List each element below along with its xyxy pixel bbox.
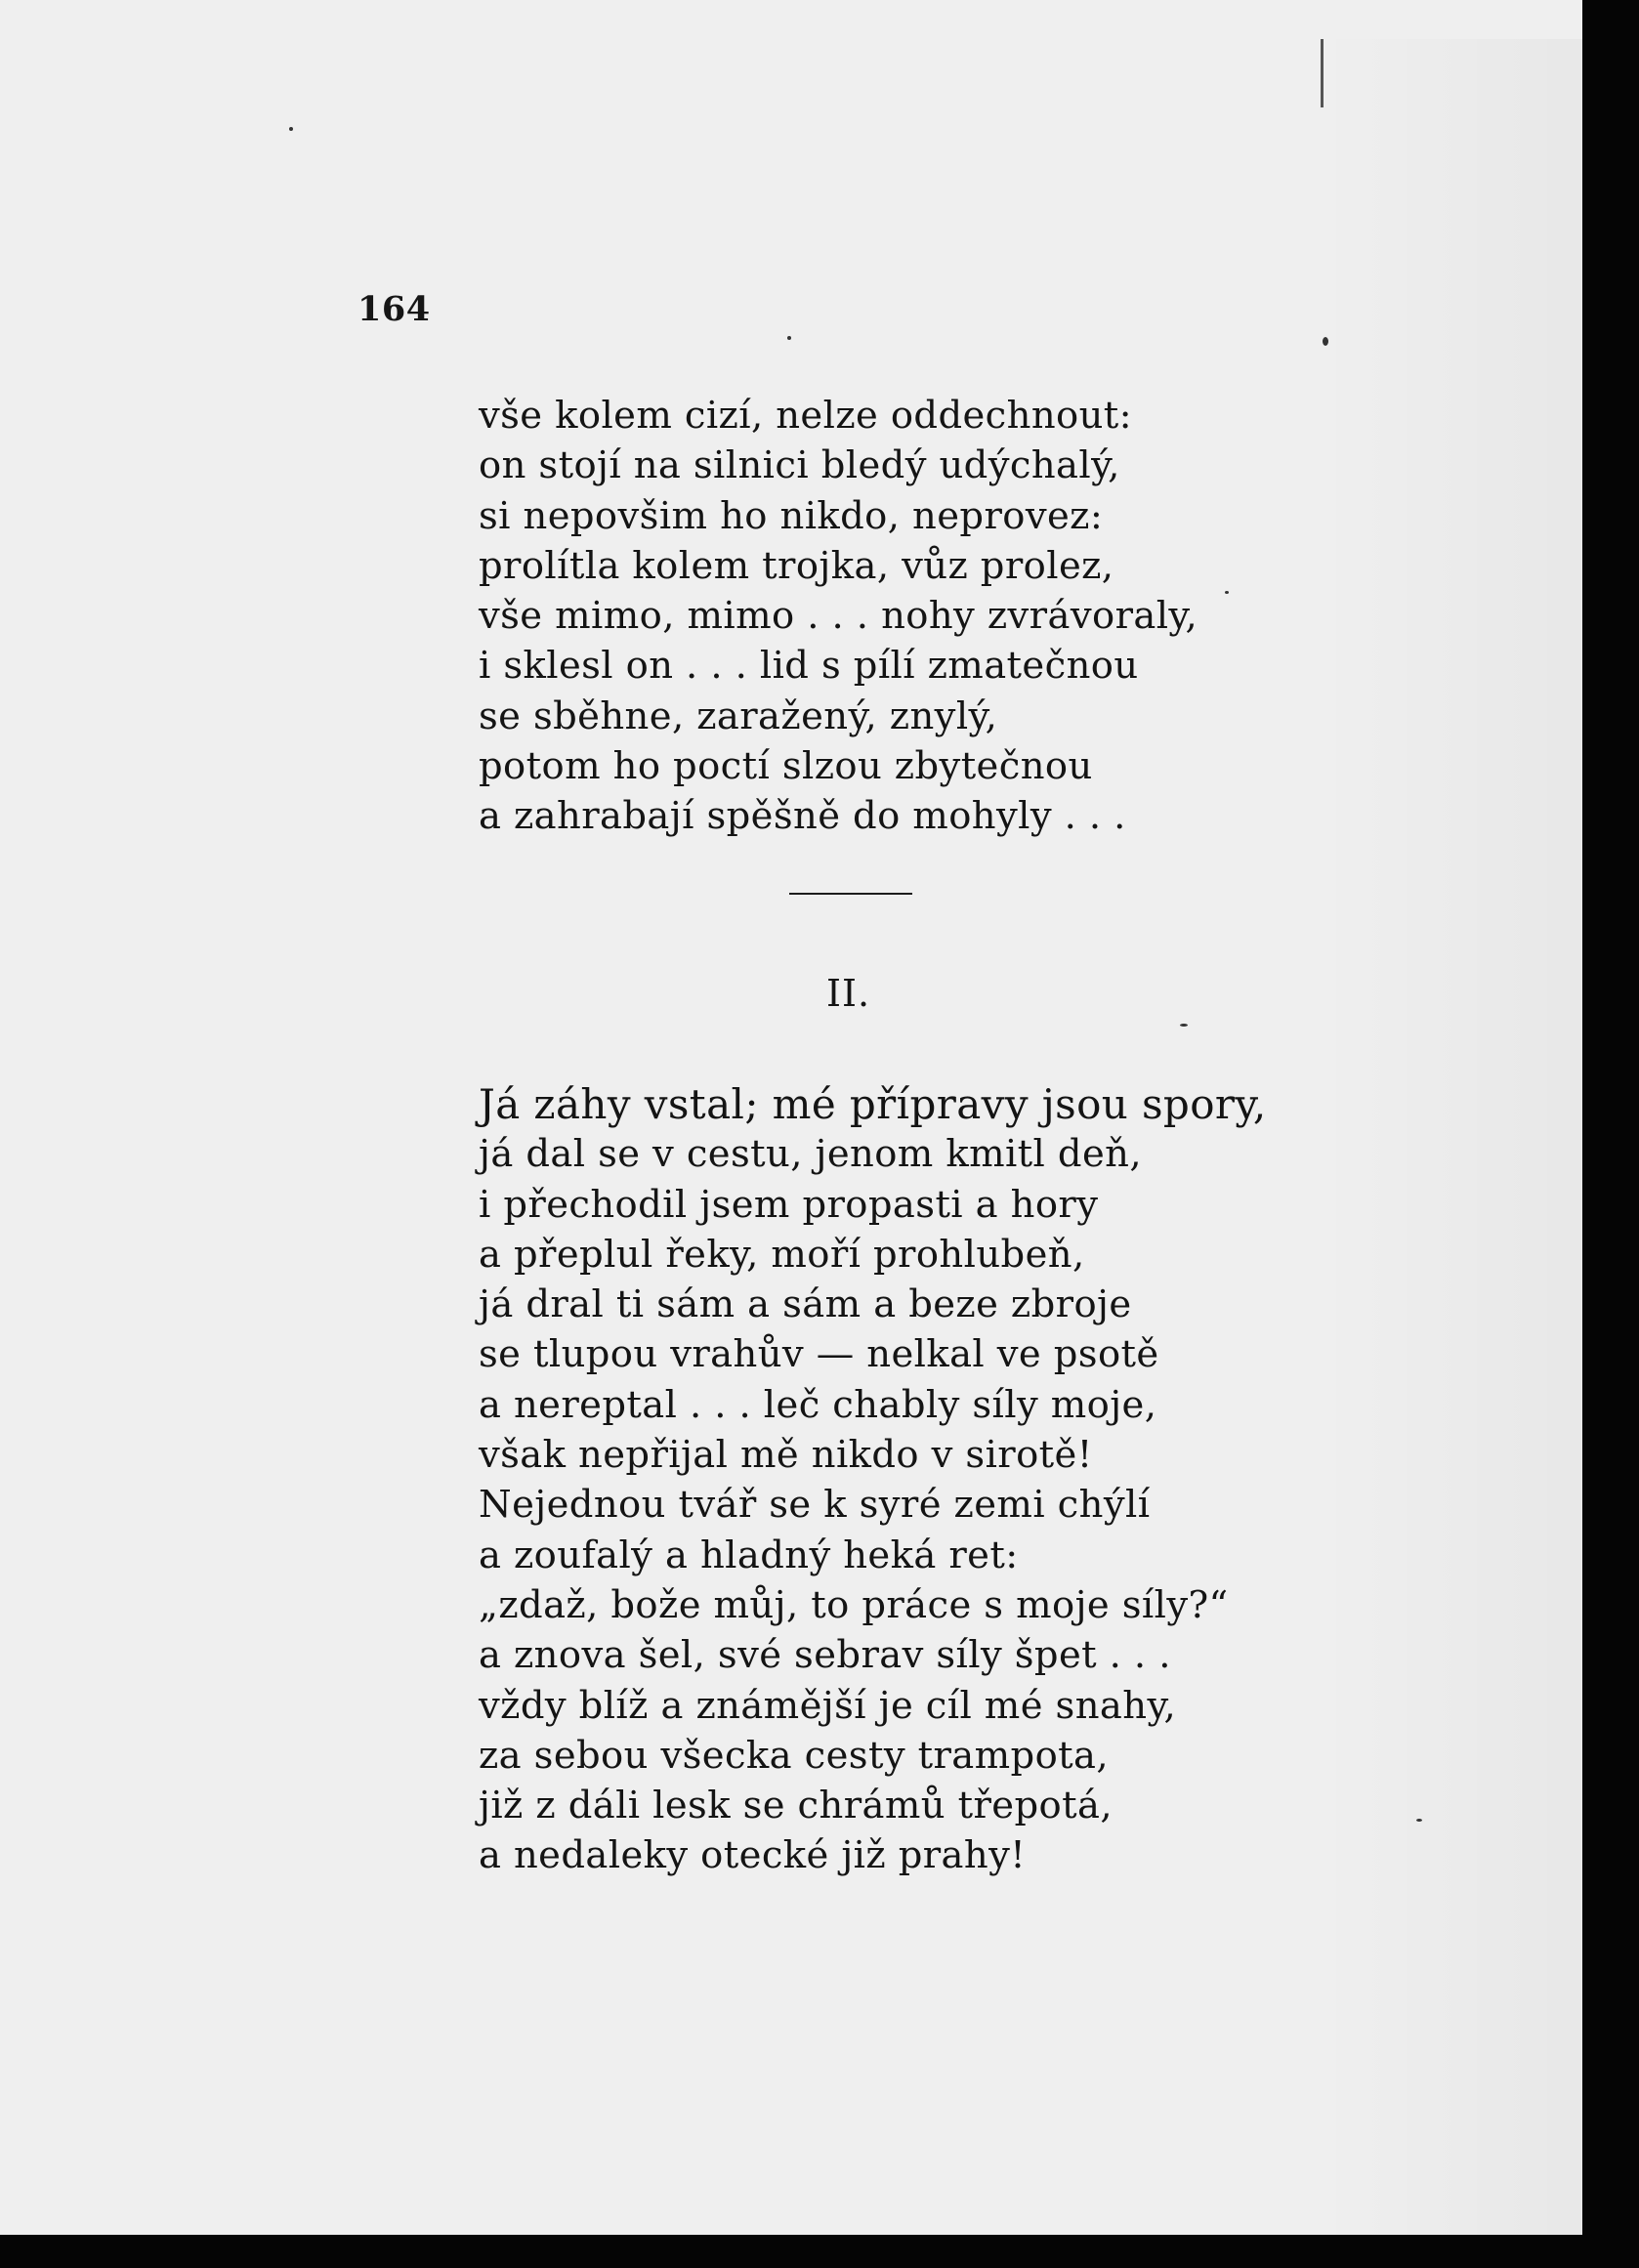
stanza-1 <box>479 391 1198 842</box>
verse-line: a přeplul řeky, moří prohlubeň, <box>479 1232 1085 1277</box>
page-edge-shade <box>1319 39 1582 2235</box>
verse-line: Já záhy vstal; mé přípravy jsou spory, <box>479 1080 1267 1128</box>
verse-line: i přechodil jsem propasti a hory <box>479 1182 1099 1227</box>
page-number: 164 <box>357 289 431 329</box>
verse-line: však nepřijal mě nikdo v sirotě! <box>479 1433 1093 1478</box>
verse-line: i sklesl on . . . lid s pílí zmatečnou <box>479 644 1139 689</box>
scan-binding-mark <box>1321 39 1324 107</box>
scan-speck <box>1225 591 1229 594</box>
verse-line: již z dáli lesk se chrámů třepotá, <box>479 1784 1113 1828</box>
section-heading: II. <box>826 972 871 1015</box>
scan-speck <box>787 336 791 340</box>
verse-line: já dral ti sám a sám a beze zbroje <box>479 1282 1132 1327</box>
verse-line: a nedaleky otecké již prahy! <box>479 1833 1027 1878</box>
scan-speck <box>1180 1024 1188 1027</box>
scan-speck <box>1416 1819 1422 1822</box>
verse-line: potom ho poctí slzou zbytečnou <box>479 744 1093 789</box>
verse-line: vždy blíž a známější je cíl mé snahy, <box>479 1683 1177 1728</box>
verse-line: a zahrabají spěšně do mohyly . . . <box>479 794 1126 839</box>
verse-line: a zoufalý a hladný heká ret: <box>479 1533 1019 1577</box>
verse-line: se tlupou vrahův — nelkal ve psotě <box>479 1332 1159 1377</box>
verse-line: já dal se v cestu, jenom kmitl deň, <box>479 1132 1142 1177</box>
stanza-2 <box>479 1079 1267 1881</box>
verse-line: a znova šel, své sebrav síly špet . . . <box>479 1633 1171 1678</box>
scan-speck <box>1323 337 1328 346</box>
verse-line: si nepovšim ho nikdo, neprovez: <box>479 493 1104 538</box>
verse-line: vše mimo, mimo . . . nohy zvrávoraly, <box>479 594 1198 639</box>
verse-line: on stojí na silnici bledý udýchalý, <box>479 443 1120 488</box>
verse-line: a nereptal . . . leč chably síly moje, <box>479 1382 1157 1427</box>
verse-line: se sběhne, zaražený, znylý, <box>479 693 998 738</box>
section-divider <box>789 893 912 895</box>
verse-line: „zdaž, bože můj, to práce s moje síly?“ <box>479 1582 1229 1627</box>
verse-line: Nejednou tvář se k syré zemi chýlí <box>479 1483 1151 1528</box>
verse-line: vše kolem cizí, nelze oddechnout: <box>479 394 1133 438</box>
scan-speck <box>289 127 293 131</box>
verse-line: prolítla kolem trojka, vůz prolez, <box>479 543 1114 588</box>
verse-line: za sebou všecka cesty trampota, <box>479 1733 1110 1778</box>
